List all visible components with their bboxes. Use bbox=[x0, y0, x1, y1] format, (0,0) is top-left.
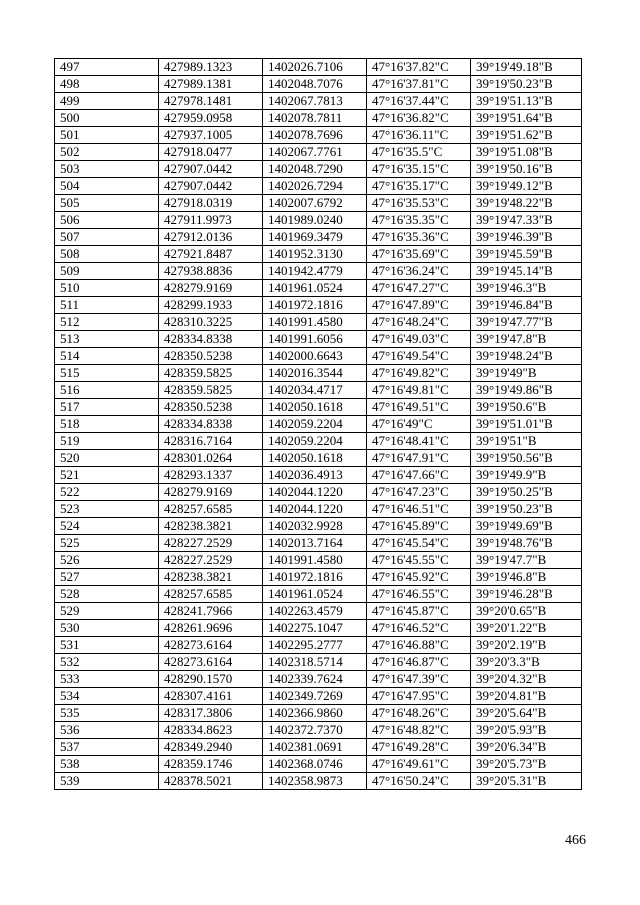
longitude-cell: 39°19'51.08"В bbox=[471, 144, 582, 161]
table-row bbox=[55, 722, 582, 739]
y-coordinate-cell: 1402026.7294 bbox=[263, 178, 367, 195]
point-number-cell: 529 bbox=[55, 603, 159, 620]
table-row bbox=[55, 331, 582, 348]
table-row bbox=[55, 552, 582, 569]
point-number-cell: 498 bbox=[55, 76, 159, 93]
latitude-cell: 47°16'35.53"С bbox=[367, 195, 471, 212]
y-coordinate-cell: 1402295.2777 bbox=[263, 637, 367, 654]
latitude-cell: 47°16'45.92"С bbox=[367, 569, 471, 586]
latitude-cell: 47°16'35.17"С bbox=[367, 178, 471, 195]
x-coordinate-cell: 428334.8338 bbox=[159, 331, 263, 348]
latitude-cell: 47°16'47.27"С bbox=[367, 280, 471, 297]
latitude-cell: 47°16'46.87"С bbox=[367, 654, 471, 671]
point-number-cell: 517 bbox=[55, 399, 159, 416]
latitude-cell: 47°16'49.54"С bbox=[367, 348, 471, 365]
table-row bbox=[55, 93, 582, 110]
latitude-cell: 47°16'35.5"С bbox=[367, 144, 471, 161]
y-coordinate-cell: 1402372.7370 bbox=[263, 722, 367, 739]
latitude-cell: 47°16'37.44"С bbox=[367, 93, 471, 110]
x-coordinate-cell: 427918.0477 bbox=[159, 144, 263, 161]
x-coordinate-cell: 428316.7164 bbox=[159, 433, 263, 450]
x-coordinate-cell: 428349.2940 bbox=[159, 739, 263, 756]
table-row bbox=[55, 161, 582, 178]
latitude-cell: 47°16'46.88"С bbox=[367, 637, 471, 654]
longitude-cell: 39°19'51.13"В bbox=[471, 93, 582, 110]
table-row bbox=[55, 671, 582, 688]
table-row bbox=[55, 348, 582, 365]
longitude-cell: 39°20'6.34"В bbox=[471, 739, 582, 756]
y-coordinate-cell: 1402339.7624 bbox=[263, 671, 367, 688]
y-coordinate-cell: 1402036.4913 bbox=[263, 467, 367, 484]
y-coordinate-cell: 1402048.7290 bbox=[263, 161, 367, 178]
longitude-cell: 39°19'48.76"В bbox=[471, 535, 582, 552]
x-coordinate-cell: 428293.1337 bbox=[159, 467, 263, 484]
latitude-cell: 47°16'46.55"С bbox=[367, 586, 471, 603]
table-row bbox=[55, 212, 582, 229]
x-coordinate-cell: 428279.9169 bbox=[159, 484, 263, 501]
latitude-cell: 47°16'36.24"С bbox=[367, 263, 471, 280]
x-coordinate-cell: 428334.8623 bbox=[159, 722, 263, 739]
page-number: 466 bbox=[565, 833, 586, 848]
point-number-cell: 511 bbox=[55, 297, 159, 314]
y-coordinate-cell: 1401991.4580 bbox=[263, 314, 367, 331]
x-coordinate-cell: 428257.6585 bbox=[159, 586, 263, 603]
latitude-cell: 47°16'47.23"С bbox=[367, 484, 471, 501]
y-coordinate-cell: 1401961.0524 bbox=[263, 280, 367, 297]
latitude-cell: 47°16'45.54"С bbox=[367, 535, 471, 552]
longitude-cell: 39°19'51.62"В bbox=[471, 127, 582, 144]
y-coordinate-cell: 1402044.1220 bbox=[263, 484, 367, 501]
x-coordinate-cell: 428307.4161 bbox=[159, 688, 263, 705]
longitude-cell: 39°19'46.3"В bbox=[471, 280, 582, 297]
latitude-cell: 47°16'35.69"С bbox=[367, 246, 471, 263]
y-coordinate-cell: 1402368.0746 bbox=[263, 756, 367, 773]
table-row bbox=[55, 450, 582, 467]
latitude-cell: 47°16'36.11"С bbox=[367, 127, 471, 144]
table-row bbox=[55, 280, 582, 297]
table-row bbox=[55, 127, 582, 144]
table-row bbox=[55, 705, 582, 722]
y-coordinate-cell: 1402013.7164 bbox=[263, 535, 367, 552]
y-coordinate-cell: 1402016.3544 bbox=[263, 365, 367, 382]
y-coordinate-cell: 1402050.1618 bbox=[263, 450, 367, 467]
point-number-cell: 500 bbox=[55, 110, 159, 127]
latitude-cell: 47°16'47.39"С bbox=[367, 671, 471, 688]
x-coordinate-cell: 428227.2529 bbox=[159, 552, 263, 569]
y-coordinate-cell: 1402000.6643 bbox=[263, 348, 367, 365]
x-coordinate-cell: 427912.0136 bbox=[159, 229, 263, 246]
point-number-cell: 524 bbox=[55, 518, 159, 535]
point-number-cell: 512 bbox=[55, 314, 159, 331]
longitude-cell: 39°20'5.93"В bbox=[471, 722, 582, 739]
longitude-cell: 39°19'49.18"В bbox=[471, 59, 582, 76]
longitude-cell: 39°19'47.8"В bbox=[471, 331, 582, 348]
point-number-cell: 501 bbox=[55, 127, 159, 144]
longitude-cell: 39°20'1.22"В bbox=[471, 620, 582, 637]
x-coordinate-cell: 427989.1323 bbox=[159, 59, 263, 76]
table-row bbox=[55, 195, 582, 212]
point-number-cell: 535 bbox=[55, 705, 159, 722]
y-coordinate-cell: 1402263.4579 bbox=[263, 603, 367, 620]
latitude-cell: 47°16'47.66"С bbox=[367, 467, 471, 484]
longitude-cell: 39°19'46.8"В bbox=[471, 569, 582, 586]
table-row bbox=[55, 637, 582, 654]
point-number-cell: 537 bbox=[55, 739, 159, 756]
y-coordinate-cell: 1402078.7811 bbox=[263, 110, 367, 127]
table-row bbox=[55, 59, 582, 76]
x-coordinate-cell: 428238.3821 bbox=[159, 518, 263, 535]
table-row bbox=[55, 110, 582, 127]
longitude-cell: 39°19'50.25"В bbox=[471, 484, 582, 501]
point-number-cell: 497 bbox=[55, 59, 159, 76]
x-coordinate-cell: 428227.2529 bbox=[159, 535, 263, 552]
x-coordinate-cell: 428359.5825 bbox=[159, 382, 263, 399]
longitude-cell: 39°19'50.6"В bbox=[471, 399, 582, 416]
point-number-cell: 519 bbox=[55, 433, 159, 450]
latitude-cell: 47°16'48.24"С bbox=[367, 314, 471, 331]
longitude-cell: 39°20'4.81"В bbox=[471, 688, 582, 705]
point-number-cell: 526 bbox=[55, 552, 159, 569]
latitude-cell: 47°16'45.87"С bbox=[367, 603, 471, 620]
x-coordinate-cell: 427921.8487 bbox=[159, 246, 263, 263]
x-coordinate-cell: 427907.0442 bbox=[159, 178, 263, 195]
table-row bbox=[55, 603, 582, 620]
y-coordinate-cell: 1402349.7269 bbox=[263, 688, 367, 705]
table-row bbox=[55, 178, 582, 195]
latitude-cell: 47°16'45.55"С bbox=[367, 552, 471, 569]
latitude-cell: 47°16'47.91"С bbox=[367, 450, 471, 467]
table-row bbox=[55, 756, 582, 773]
point-number-cell: 518 bbox=[55, 416, 159, 433]
point-number-cell: 503 bbox=[55, 161, 159, 178]
x-coordinate-cell: 428334.8338 bbox=[159, 416, 263, 433]
latitude-cell: 47°16'48.41"С bbox=[367, 433, 471, 450]
point-number-cell: 499 bbox=[55, 93, 159, 110]
x-coordinate-cell: 427937.1005 bbox=[159, 127, 263, 144]
x-coordinate-cell: 428378.5021 bbox=[159, 773, 263, 790]
x-coordinate-cell: 428261.9696 bbox=[159, 620, 263, 637]
point-number-cell: 516 bbox=[55, 382, 159, 399]
latitude-cell: 47°16'36.82"С bbox=[367, 110, 471, 127]
point-number-cell: 506 bbox=[55, 212, 159, 229]
latitude-cell: 47°16'47.95"С bbox=[367, 688, 471, 705]
table-row bbox=[55, 484, 582, 501]
point-number-cell: 505 bbox=[55, 195, 159, 212]
longitude-cell: 39°19'46.28"В bbox=[471, 586, 582, 603]
x-coordinate-cell: 427918.0319 bbox=[159, 195, 263, 212]
table-row bbox=[55, 518, 582, 535]
longitude-cell: 39°19'49.12"В bbox=[471, 178, 582, 195]
y-coordinate-cell: 1402032.9928 bbox=[263, 518, 367, 535]
x-coordinate-cell: 428257.6585 bbox=[159, 501, 263, 518]
x-coordinate-cell: 428350.5238 bbox=[159, 348, 263, 365]
latitude-cell: 47°16'48.26"С bbox=[367, 705, 471, 722]
x-coordinate-cell: 427907.0442 bbox=[159, 161, 263, 178]
point-number-cell: 510 bbox=[55, 280, 159, 297]
latitude-cell: 47°16'49.82"С bbox=[367, 365, 471, 382]
longitude-cell: 39°19'51.64"В bbox=[471, 110, 582, 127]
point-number-cell: 523 bbox=[55, 501, 159, 518]
latitude-cell: 47°16'49.03"С bbox=[367, 331, 471, 348]
table-row bbox=[55, 76, 582, 93]
latitude-cell: 47°16'35.36"С bbox=[367, 229, 471, 246]
longitude-cell: 39°19'50.23"В bbox=[471, 76, 582, 93]
table-row bbox=[55, 365, 582, 382]
latitude-cell: 47°16'37.82"С bbox=[367, 59, 471, 76]
x-coordinate-cell: 428310.3225 bbox=[159, 314, 263, 331]
latitude-cell: 47°16'49.81"С bbox=[367, 382, 471, 399]
latitude-cell: 47°16'46.51"С bbox=[367, 501, 471, 518]
x-coordinate-cell: 428301.0264 bbox=[159, 450, 263, 467]
y-coordinate-cell: 1401991.4580 bbox=[263, 552, 367, 569]
x-coordinate-cell: 428359.5825 bbox=[159, 365, 263, 382]
longitude-cell: 39°19'49.86"В bbox=[471, 382, 582, 399]
point-number-cell: 533 bbox=[55, 671, 159, 688]
x-coordinate-cell: 428317.3806 bbox=[159, 705, 263, 722]
longitude-cell: 39°19'48.24"В bbox=[471, 348, 582, 365]
longitude-cell: 39°20'5.73"В bbox=[471, 756, 582, 773]
y-coordinate-cell: 1402048.7076 bbox=[263, 76, 367, 93]
y-coordinate-cell: 1401972.1816 bbox=[263, 569, 367, 586]
point-number-cell: 509 bbox=[55, 263, 159, 280]
longitude-cell: 39°19'48.22"В bbox=[471, 195, 582, 212]
table-row bbox=[55, 399, 582, 416]
coordinates-table-body bbox=[55, 59, 582, 790]
latitude-cell: 47°16'45.89"С bbox=[367, 518, 471, 535]
point-number-cell: 521 bbox=[55, 467, 159, 484]
longitude-cell: 39°19'46.84"В bbox=[471, 297, 582, 314]
y-coordinate-cell: 1401991.6056 bbox=[263, 331, 367, 348]
point-number-cell: 538 bbox=[55, 756, 159, 773]
point-number-cell: 502 bbox=[55, 144, 159, 161]
latitude-cell: 47°16'35.15"С bbox=[367, 161, 471, 178]
latitude-cell: 47°16'35.35"С bbox=[367, 212, 471, 229]
x-coordinate-cell: 427911.9973 bbox=[159, 212, 263, 229]
longitude-cell: 39°19'50.23"В bbox=[471, 501, 582, 518]
longitude-cell: 39°19'47.77"В bbox=[471, 314, 582, 331]
table-row bbox=[55, 144, 582, 161]
latitude-cell: 47°16'49.51"С bbox=[367, 399, 471, 416]
point-number-cell: 507 bbox=[55, 229, 159, 246]
y-coordinate-cell: 1402078.7696 bbox=[263, 127, 367, 144]
point-number-cell: 504 bbox=[55, 178, 159, 195]
longitude-cell: 39°19'45.59"В bbox=[471, 246, 582, 263]
table-row bbox=[55, 297, 582, 314]
y-coordinate-cell: 1401989.0240 bbox=[263, 212, 367, 229]
latitude-cell: 47°16'50.24"С bbox=[367, 773, 471, 790]
point-number-cell: 536 bbox=[55, 722, 159, 739]
x-coordinate-cell: 428279.9169 bbox=[159, 280, 263, 297]
x-coordinate-cell: 428299.1933 bbox=[159, 297, 263, 314]
longitude-cell: 39°19'46.39"В bbox=[471, 229, 582, 246]
latitude-cell: 47°16'46.52"С bbox=[367, 620, 471, 637]
longitude-cell: 39°20'2.19"В bbox=[471, 637, 582, 654]
y-coordinate-cell: 1401972.1816 bbox=[263, 297, 367, 314]
longitude-cell: 39°20'0.65"В bbox=[471, 603, 582, 620]
table-row bbox=[55, 246, 582, 263]
x-coordinate-cell: 427959.0958 bbox=[159, 110, 263, 127]
point-number-cell: 539 bbox=[55, 773, 159, 790]
longitude-cell: 39°19'51.01"В bbox=[471, 416, 582, 433]
longitude-cell: 39°19'50.16"В bbox=[471, 161, 582, 178]
point-number-cell: 531 bbox=[55, 637, 159, 654]
longitude-cell: 39°20'3.3"В bbox=[471, 654, 582, 671]
table-row bbox=[55, 688, 582, 705]
longitude-cell: 39°19'47.7"В bbox=[471, 552, 582, 569]
coordinates-table bbox=[54, 58, 582, 790]
point-number-cell: 527 bbox=[55, 569, 159, 586]
y-coordinate-cell: 1402067.7761 bbox=[263, 144, 367, 161]
y-coordinate-cell: 1402318.5714 bbox=[263, 654, 367, 671]
latitude-cell: 47°16'49.61"С bbox=[367, 756, 471, 773]
point-number-cell: 513 bbox=[55, 331, 159, 348]
point-number-cell: 508 bbox=[55, 246, 159, 263]
table-row bbox=[55, 416, 582, 433]
latitude-cell: 47°16'48.82"С bbox=[367, 722, 471, 739]
point-number-cell: 534 bbox=[55, 688, 159, 705]
point-number-cell: 525 bbox=[55, 535, 159, 552]
table-row bbox=[55, 739, 582, 756]
table-row bbox=[55, 535, 582, 552]
point-number-cell: 532 bbox=[55, 654, 159, 671]
x-coordinate-cell: 428238.3821 bbox=[159, 569, 263, 586]
table-row bbox=[55, 314, 582, 331]
longitude-cell: 39°20'5.31"В bbox=[471, 773, 582, 790]
y-coordinate-cell: 1401952.3130 bbox=[263, 246, 367, 263]
y-coordinate-cell: 1402026.7106 bbox=[263, 59, 367, 76]
longitude-cell: 39°19'45.14"В bbox=[471, 263, 582, 280]
longitude-cell: 39°19'49.69"В bbox=[471, 518, 582, 535]
latitude-cell: 47°16'37.81"С bbox=[367, 76, 471, 93]
table-row bbox=[55, 229, 582, 246]
point-number-cell: 514 bbox=[55, 348, 159, 365]
y-coordinate-cell: 1402381.0691 bbox=[263, 739, 367, 756]
table-row bbox=[55, 501, 582, 518]
latitude-cell: 47°16'47.89"С bbox=[367, 297, 471, 314]
table-row bbox=[55, 433, 582, 450]
x-coordinate-cell: 427938.8836 bbox=[159, 263, 263, 280]
table-row bbox=[55, 620, 582, 637]
y-coordinate-cell: 1402059.2204 bbox=[263, 416, 367, 433]
x-coordinate-cell: 428290.1570 bbox=[159, 671, 263, 688]
y-coordinate-cell: 1401942.4779 bbox=[263, 263, 367, 280]
point-number-cell: 528 bbox=[55, 586, 159, 603]
y-coordinate-cell: 1402034.4717 bbox=[263, 382, 367, 399]
longitude-cell: 39°19'49"В bbox=[471, 365, 582, 382]
longitude-cell: 39°19'49.9"В bbox=[471, 467, 582, 484]
x-coordinate-cell: 428273.6164 bbox=[159, 654, 263, 671]
y-coordinate-cell: 1401969.3479 bbox=[263, 229, 367, 246]
latitude-cell: 47°16'49.28"С bbox=[367, 739, 471, 756]
x-coordinate-cell: 428273.6164 bbox=[159, 637, 263, 654]
y-coordinate-cell: 1402044.1220 bbox=[263, 501, 367, 518]
table-row bbox=[55, 467, 582, 484]
point-number-cell: 515 bbox=[55, 365, 159, 382]
longitude-cell: 39°20'4.32"В bbox=[471, 671, 582, 688]
longitude-cell: 39°19'50.56"В bbox=[471, 450, 582, 467]
table-row bbox=[55, 569, 582, 586]
y-coordinate-cell: 1402059.2204 bbox=[263, 433, 367, 450]
longitude-cell: 39°20'5.64"В bbox=[471, 705, 582, 722]
x-coordinate-cell: 428350.5238 bbox=[159, 399, 263, 416]
table-row bbox=[55, 654, 582, 671]
y-coordinate-cell: 1402358.9873 bbox=[263, 773, 367, 790]
y-coordinate-cell: 1402067.7813 bbox=[263, 93, 367, 110]
table-row bbox=[55, 263, 582, 280]
table-row bbox=[55, 773, 582, 790]
longitude-cell: 39°19'47.33"В bbox=[471, 212, 582, 229]
y-coordinate-cell: 1402050.1618 bbox=[263, 399, 367, 416]
latitude-cell: 47°16'49"С bbox=[367, 416, 471, 433]
y-coordinate-cell: 1401961.0524 bbox=[263, 586, 367, 603]
table-row bbox=[55, 382, 582, 399]
y-coordinate-cell: 1402275.1047 bbox=[263, 620, 367, 637]
point-number-cell: 522 bbox=[55, 484, 159, 501]
x-coordinate-cell: 427978.1481 bbox=[159, 93, 263, 110]
x-coordinate-cell: 428359.1746 bbox=[159, 756, 263, 773]
y-coordinate-cell: 1402366.9860 bbox=[263, 705, 367, 722]
x-coordinate-cell: 427989.1381 bbox=[159, 76, 263, 93]
table-row bbox=[55, 586, 582, 603]
x-coordinate-cell: 428241.7966 bbox=[159, 603, 263, 620]
point-number-cell: 520 bbox=[55, 450, 159, 467]
y-coordinate-cell: 1402007.6792 bbox=[263, 195, 367, 212]
longitude-cell: 39°19'51"В bbox=[471, 433, 582, 450]
point-number-cell: 530 bbox=[55, 620, 159, 637]
